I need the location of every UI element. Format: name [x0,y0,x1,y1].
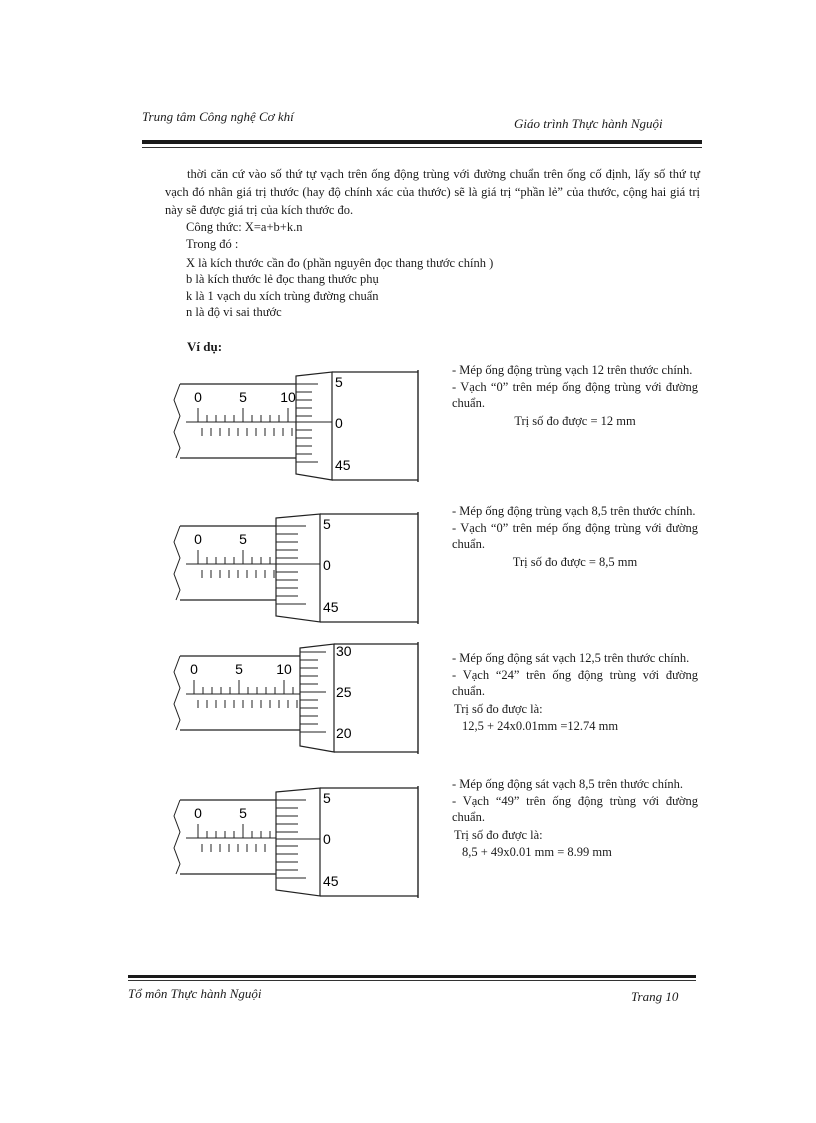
example-line: - Mép ống động sát vạch 8,5 trên thước chính. [452,777,684,791]
example-1-description [452,362,698,429]
thimble-label: 5 [323,516,331,532]
example-title: Ví dụ: [187,339,223,354]
where-label: Trong đó : [186,237,239,251]
example-result: 12,5 + 24x0.01mm =12.74 mm [462,719,619,733]
example-3-description [452,650,698,735]
intro-paragraph: thời căn cứ vào số thứ tự vạch trên ống động trùng với đường chuẩn trên ống cố định, lấy số thứ tự vạch đó nhân giá trị thước (hay độ chính xác của thước) sẽ là giá trị “phần lẻ” của thước, cộng hai giá trị này sẽ được giá trị của kích thước đo. [165,167,700,217]
example-line: - Vạch “0” trên mép ống động trùng với đường chuẩn. [452,520,698,551]
thimble-label: 0 [335,415,343,431]
main-label: 0 [194,389,202,405]
footer-left: Tổ môn Thực hành Nguội [128,986,262,1001]
example-4-description [452,776,698,861]
example-line: - Vạch “0” trên mép ống động trùng với đường chuẩn. [452,379,698,410]
main-label: 5 [239,389,247,405]
thimble-label: 20 [336,725,352,741]
header-rule-thin [142,147,702,148]
example-line: - Mép ống động sát vạch 12,5 trên thước chính. [452,651,690,665]
thimble-label: 5 [323,790,331,806]
thimble-label: 45 [335,457,351,473]
main-label: 0 [194,805,202,821]
main-label: 5 [235,661,243,677]
thimble-label: 45 [323,873,339,889]
thimble-label: 5 [335,374,343,390]
definition-b: b là kích thước lẻ đọc thang thước phụ [186,272,379,286]
header-left: Trung tâm Công nghệ Cơ khí [142,109,294,124]
footer-rule [128,975,696,978]
footer-rule-thin [128,980,696,981]
thimble-label: 0 [323,557,331,573]
example-line: - Mép ống động trùng vạch 12 trên thước chính. [452,363,693,377]
example-result-label: Trị số đo được là: [454,701,543,716]
formula: Công thức: X=a+b+k.n [186,220,303,234]
definition-x: X là kích thước cần đo (phần nguyên đọc thang thước chính ) [186,256,494,270]
thimble-label: 30 [336,643,352,659]
thimble-label: 45 [323,599,339,615]
example-result: Trị số đo được = 8,5 mm [512,554,638,569]
definition-n: n là độ vi sai thước [186,305,282,319]
micrometer-figure-2 [172,512,420,624]
example-line: - Vạch “24” trên ống động trùng với đường chuẩn. [452,667,698,698]
page-number: Trang 10 [631,989,679,1004]
example-result: Trị số đo được = 12 mm [514,413,636,428]
thimble-label: 25 [336,684,352,700]
header-rule [142,140,702,144]
example-line: - Mép ống động trùng vạch 8,5 trên thước chính. [452,504,696,518]
main-label: 10 [280,389,296,405]
thimble-label: 0 [323,831,331,847]
definition-k: k là 1 vạch du xích trùng đường chuẩn [186,289,379,303]
example-line: - Vạch “49” trên ống động trùng với đường chuẩn. [452,793,698,824]
main-label: 0 [194,531,202,547]
main-label: 5 [239,805,247,821]
example-result-label: Trị số đo được là: [454,827,543,842]
main-label: 0 [190,661,198,677]
micrometer-figure-1 [172,370,420,482]
example-result: 8,5 + 49x0.01 mm = 8.99 mm [462,845,612,859]
micrometer-figure-4 [172,786,420,898]
main-label: 5 [239,531,247,547]
header-right: Giáo trình Thực hành Nguội [514,116,663,131]
main-label: 10 [276,661,292,677]
micrometer-figure-3 [172,642,420,754]
example-2-description [452,503,698,570]
